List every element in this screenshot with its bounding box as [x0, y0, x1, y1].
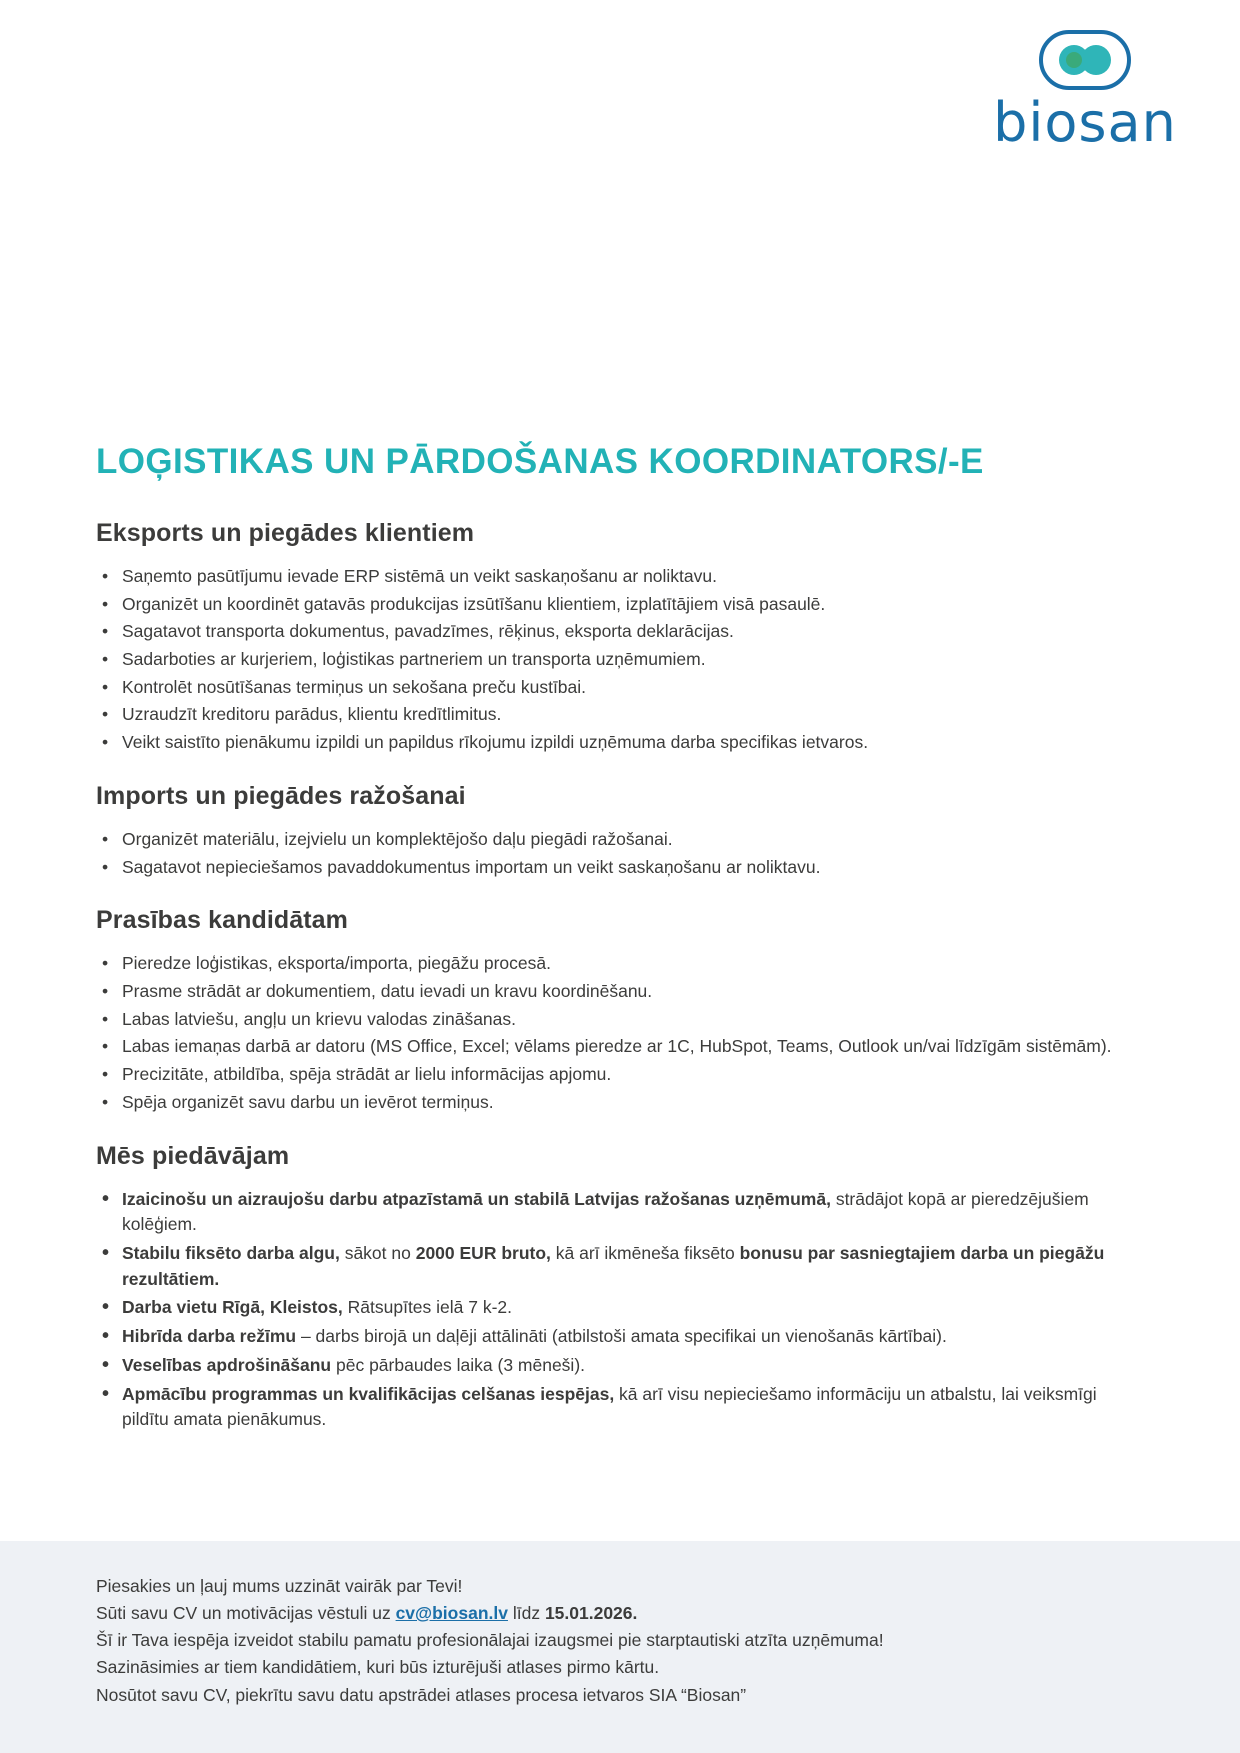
list-item: • Labas latviešu, angļu un krievu valodas zināšanas.	[96, 1007, 1144, 1033]
biosan-logo-icon	[1039, 30, 1131, 90]
list-item: • Sagatavot transporta dokumentus, pavadzīmes, rēķinus, eksporta deklarācijas.	[96, 619, 1144, 645]
list-item: • Uzraudzīt kreditoru parādus, klientu kredītlimitus.	[96, 702, 1144, 728]
list-item	[96, 1241, 1144, 1292]
offer-item-lead: Apmācību programmas un kvalifikācijas celšanas iespējas,	[122, 1383, 615, 1404]
footer-line-1: Piesakies un ļauj mums uzzināt vairāk par Tevi!	[96, 1576, 463, 1596]
list-item	[96, 1324, 1144, 1350]
list-item: • Spēja organizēt savu darbu un ievērot termiņus.	[96, 1090, 1144, 1116]
offer-item-bonus: bonusu par sasniegtajiem darba un piegāžu rezultātiem.	[122, 1243, 1105, 1289]
footer-band	[0, 1541, 1240, 1753]
footer-apply-text: Sūti savu CV un motivācijas vēstuli uz	[96, 1603, 396, 1624]
section-prasibas	[96, 906, 1144, 1115]
offer-item-lead: Veselības apdrošināšanu	[122, 1354, 332, 1375]
list-item: • Sadarboties ar kurjeriem, loģistikas partneriem un transporta uzņēmumiem.	[96, 647, 1144, 673]
footer-line-4: Sazināsimies ar tiem kandidātiem, kuri būs izturējuši atlases pirmo kārtu.	[96, 1657, 660, 1678]
list-item: • Sagatavot nepieciešamos pavaddokumentus importam un veikt saskaņošanu ar noliktavu.	[96, 855, 1144, 881]
offer-item-salary: 2000 EUR bruto,	[415, 1243, 551, 1264]
section-heading: Eksports un piegādes klientiem	[96, 518, 475, 547]
footer-line-3: Šī ir Tava iespēja izveidot stabilu pamatu profesionālajai izaugsmei pie starptautiski atzīta uzņēmuma!	[96, 1630, 884, 1651]
section-imports	[96, 782, 1144, 880]
footer-line-2	[96, 1600, 1136, 1627]
list-item: • Pieredze loģistikas, eksporta/importa, piegāžu procesā.	[96, 951, 1144, 977]
list-item: • Saņemto pasūtījumu ievade ERP sistēmā un veikt saskaņošanu ar noliktavu.	[96, 564, 1144, 590]
list-item	[96, 1353, 1144, 1379]
offer-item-lead: Hibrīda darba režīmu	[122, 1326, 297, 1347]
list-item	[96, 1187, 1144, 1238]
section-heading: Imports un piegādes ražošanai	[96, 781, 466, 810]
offer-item-lead: Stabilu fiksēto darba algu,	[122, 1243, 340, 1264]
section-eksports	[96, 519, 1144, 756]
list-item: • Labas iemaņas darbā ar datoru (MS Office, Excel; vēlams pieredze ar 1C, HubSpot, Teams, Outlook un/vai līdzīgām sistēmām).	[96, 1034, 1144, 1060]
offer-bullet-list	[96, 1187, 1144, 1433]
offer-item-mid1: sākot no	[339, 1243, 416, 1264]
section-heading: Mēs piedāvājam	[96, 1141, 290, 1170]
offer-item-lead: Darba vietu Rīgā, Kleistos,	[122, 1297, 343, 1318]
offer-item-rest: pēc pārbaudes laika (3 mēneši).	[331, 1354, 586, 1375]
offer-item-mid2: kā arī ikmēneša fiksēto	[550, 1243, 740, 1264]
list-item: • Prasme strādāt ar dokumentiem, datu ievadi un kravu koordinēšanu.	[96, 979, 1144, 1005]
section-heading: Prasības kandidātam	[96, 906, 349, 935]
footer-content	[96, 1573, 1136, 1709]
list-item	[96, 1382, 1144, 1433]
offer-item-rest: strādājot kopā ar pieredzējušiem kolēģiem.	[122, 1188, 1089, 1235]
section-bullet-list	[96, 951, 1144, 1115]
page-title: LOĢISTIKAS UN PĀRDOŠANAS KOORDINATORS/-E	[96, 442, 984, 481]
offer-item-rest: – darbs birojā un daļēji attālināti (atbilstoši amata specifikai un vienošanās kārtībai).	[296, 1326, 947, 1347]
footer-deadline-text: līdz	[507, 1603, 545, 1624]
list-item: • Veikt saistīto pienākumu izpildi un papildus rīkojumu izpildi uzņēmuma darba specifikas ietvaros.	[96, 730, 1144, 756]
company-logo	[985, 30, 1185, 154]
email-link[interactable]: cv@biosan.lv	[395, 1603, 508, 1624]
job-ad-content	[96, 440, 1144, 1436]
footer-line-5: Nosūtot savu CV, piekrītu savu datu apstrādei atlases procesa ietvaros SIA “Biosan”	[96, 1684, 747, 1705]
section-bullet-list	[96, 564, 1144, 756]
offer-item-lead: Izaicinošu un aizraujošu darbu atpazīstamā un stabilā Latvijas ražošanas uzņēmumā,	[122, 1188, 831, 1209]
list-item: • Precizitāte, atbildība, spēja strādāt ar lielu informācijas apjomu.	[96, 1062, 1144, 1088]
logo-wordmark: biosan	[993, 91, 1177, 154]
list-item: • Organizēt materiālu, izejvielu un komplektējošo daļu piegādi ražošanai.	[96, 827, 1144, 853]
list-item	[96, 1295, 1144, 1321]
footer-deadline-date: 15.01.2026.	[544, 1603, 638, 1624]
list-item: • Organizēt un koordinēt gatavās produkcijas izsūtīšanu klientiem, izplatītājiem visā pasaulē.	[96, 592, 1144, 618]
section-bullet-list	[96, 827, 1144, 880]
section-mes-piedavajam	[96, 1142, 1144, 1433]
list-item: • Kontrolēt nosūtīšanas termiņus un sekošana preču kustībai.	[96, 675, 1144, 701]
offer-item-rest: kā arī visu nepieciešamo informāciju un atbalstu, lai veiksmīgi pildītu amata pienākumus.	[122, 1383, 1097, 1430]
offer-item-rest: Rātsupītes ielā 7 k-2.	[342, 1297, 513, 1318]
